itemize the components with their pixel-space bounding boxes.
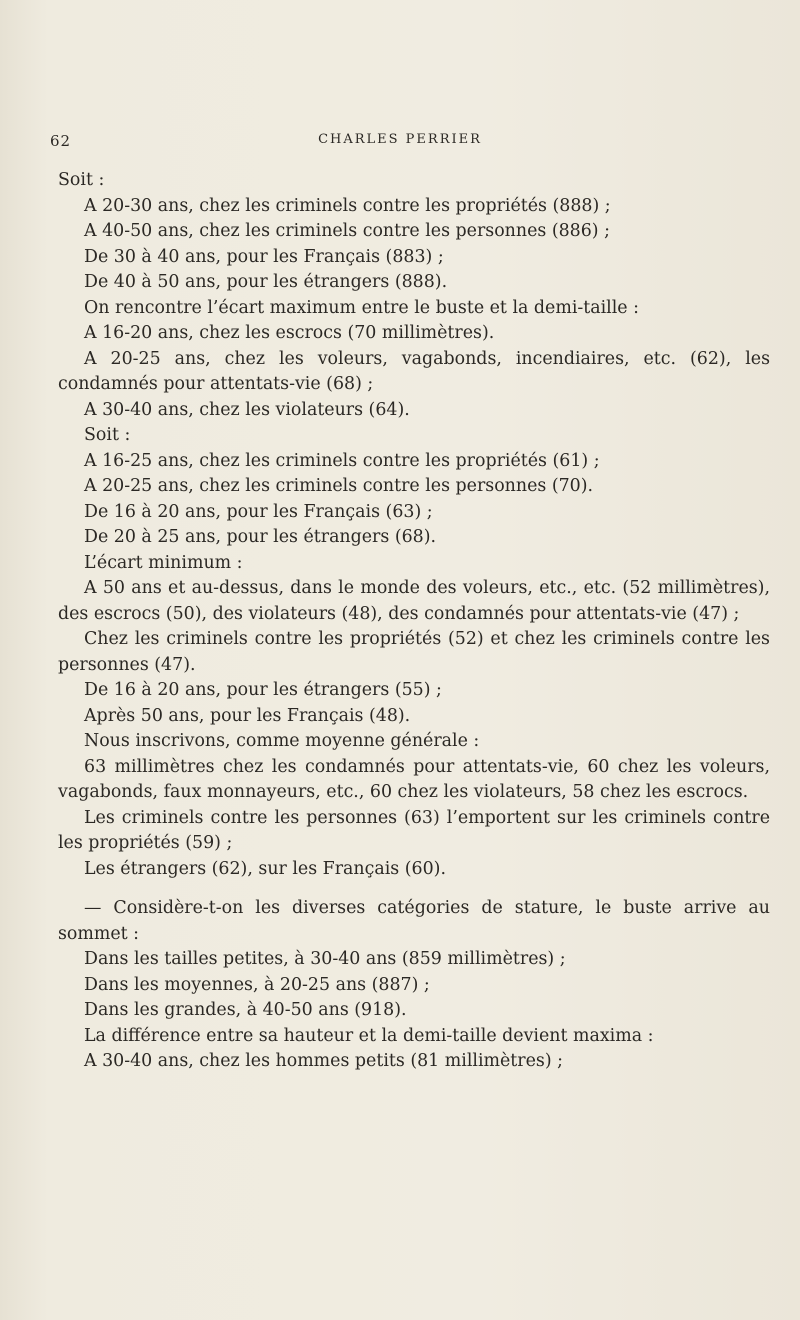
paragraph: Dans les tailles petites, à 30-40 ans (859 millimètres) ; bbox=[84, 949, 566, 969]
paragraph: A 16-25 ans, chez les criminels contre les propriétés (61) ; bbox=[84, 450, 600, 471]
paragraph: A 20-25 ans, chez les criminels contre les personnes (70). bbox=[84, 476, 594, 496]
paragraph: A 30-40 ans, chez les violateurs (64). bbox=[84, 399, 410, 420]
paragraph: L’écart minimum : bbox=[84, 552, 243, 573]
paragraph: Dans les moyennes, à 20-25 ans (887) ; bbox=[84, 974, 430, 995]
paragraph: A 50 ans et au-dessus, dans le monde des voleurs, etc., etc. (52 millimètres), des escrocs (50), des violateurs (48), des condamnés pour attentats-vie (47) ; bbox=[58, 578, 770, 624]
paragraph: De 16 à 20 ans, pour les Français (63) ; bbox=[84, 501, 433, 522]
paragraph: 63 millimètres chez les condamnés pour attentats-vie, 60 chez les voleurs, vagabonds, faux monnayeurs, etc., 60 chez les violateurs, 58 chez les escrocs. bbox=[58, 756, 770, 802]
body-text bbox=[58, 168, 770, 1075]
paragraph: De 16 à 20 ans, pour les étrangers (55) ; bbox=[84, 680, 442, 700]
running-head: CHARLES PERRIER bbox=[318, 132, 482, 147]
paragraph: Chez les criminels contre les propriétés (52) et chez les criminels contre les personnes (47). bbox=[58, 629, 770, 675]
paragraph: Après 50 ans, pour les Français (48). bbox=[84, 705, 411, 726]
paragraph: Les criminels contre les personnes (63) l’emportent sur les criminels contre les propriétés (59) ; bbox=[58, 807, 770, 853]
paragraph: Soit : bbox=[84, 425, 131, 445]
paragraph: A 30-40 ans, chez les hommes petits (81 millimètres) ; bbox=[84, 1051, 563, 1071]
paragraph: A 16-20 ans, chez les escrocs (70 millimètres). bbox=[84, 323, 495, 343]
paragraph: — Considère-t-on les diverses catégories de stature, le buste arrive au sommet : bbox=[58, 898, 770, 944]
paragraph: A 40-50 ans, chez les criminels contre les personnes (886) ; bbox=[84, 221, 610, 241]
paragraph: Nous inscrivons, comme moyenne générale : bbox=[84, 731, 480, 751]
paragraph: La différence entre sa hauteur et la demi-taille devient maxima : bbox=[84, 1025, 654, 1046]
paragraph: De 30 à 40 ans, pour les Français (883) ; bbox=[84, 246, 444, 267]
paragraph: Les étrangers (62), sur les Français (60). bbox=[84, 858, 446, 879]
page-header bbox=[50, 132, 750, 154]
paragraph: De 40 à 50 ans, pour les étrangers (888). bbox=[84, 272, 448, 292]
paragraph: A 20-30 ans, chez les criminels contre les propriétés (888) ; bbox=[84, 195, 611, 216]
paragraph: Dans les grandes, à 40-50 ans (918). bbox=[84, 1000, 407, 1020]
paragraph: A 20-25 ans, chez les voleurs, vagabonds, incendiaires, etc. (62), les condamnés pour attentats-vie (68) ; bbox=[58, 348, 770, 394]
page-number: 62 bbox=[50, 132, 72, 150]
paragraph: Soit : bbox=[58, 170, 105, 190]
paragraph: De 20 à 25 ans, pour les étrangers (68). bbox=[84, 527, 437, 547]
paragraph: On rencontre l’écart maximum entre le buste et la demi-taille : bbox=[84, 297, 639, 318]
